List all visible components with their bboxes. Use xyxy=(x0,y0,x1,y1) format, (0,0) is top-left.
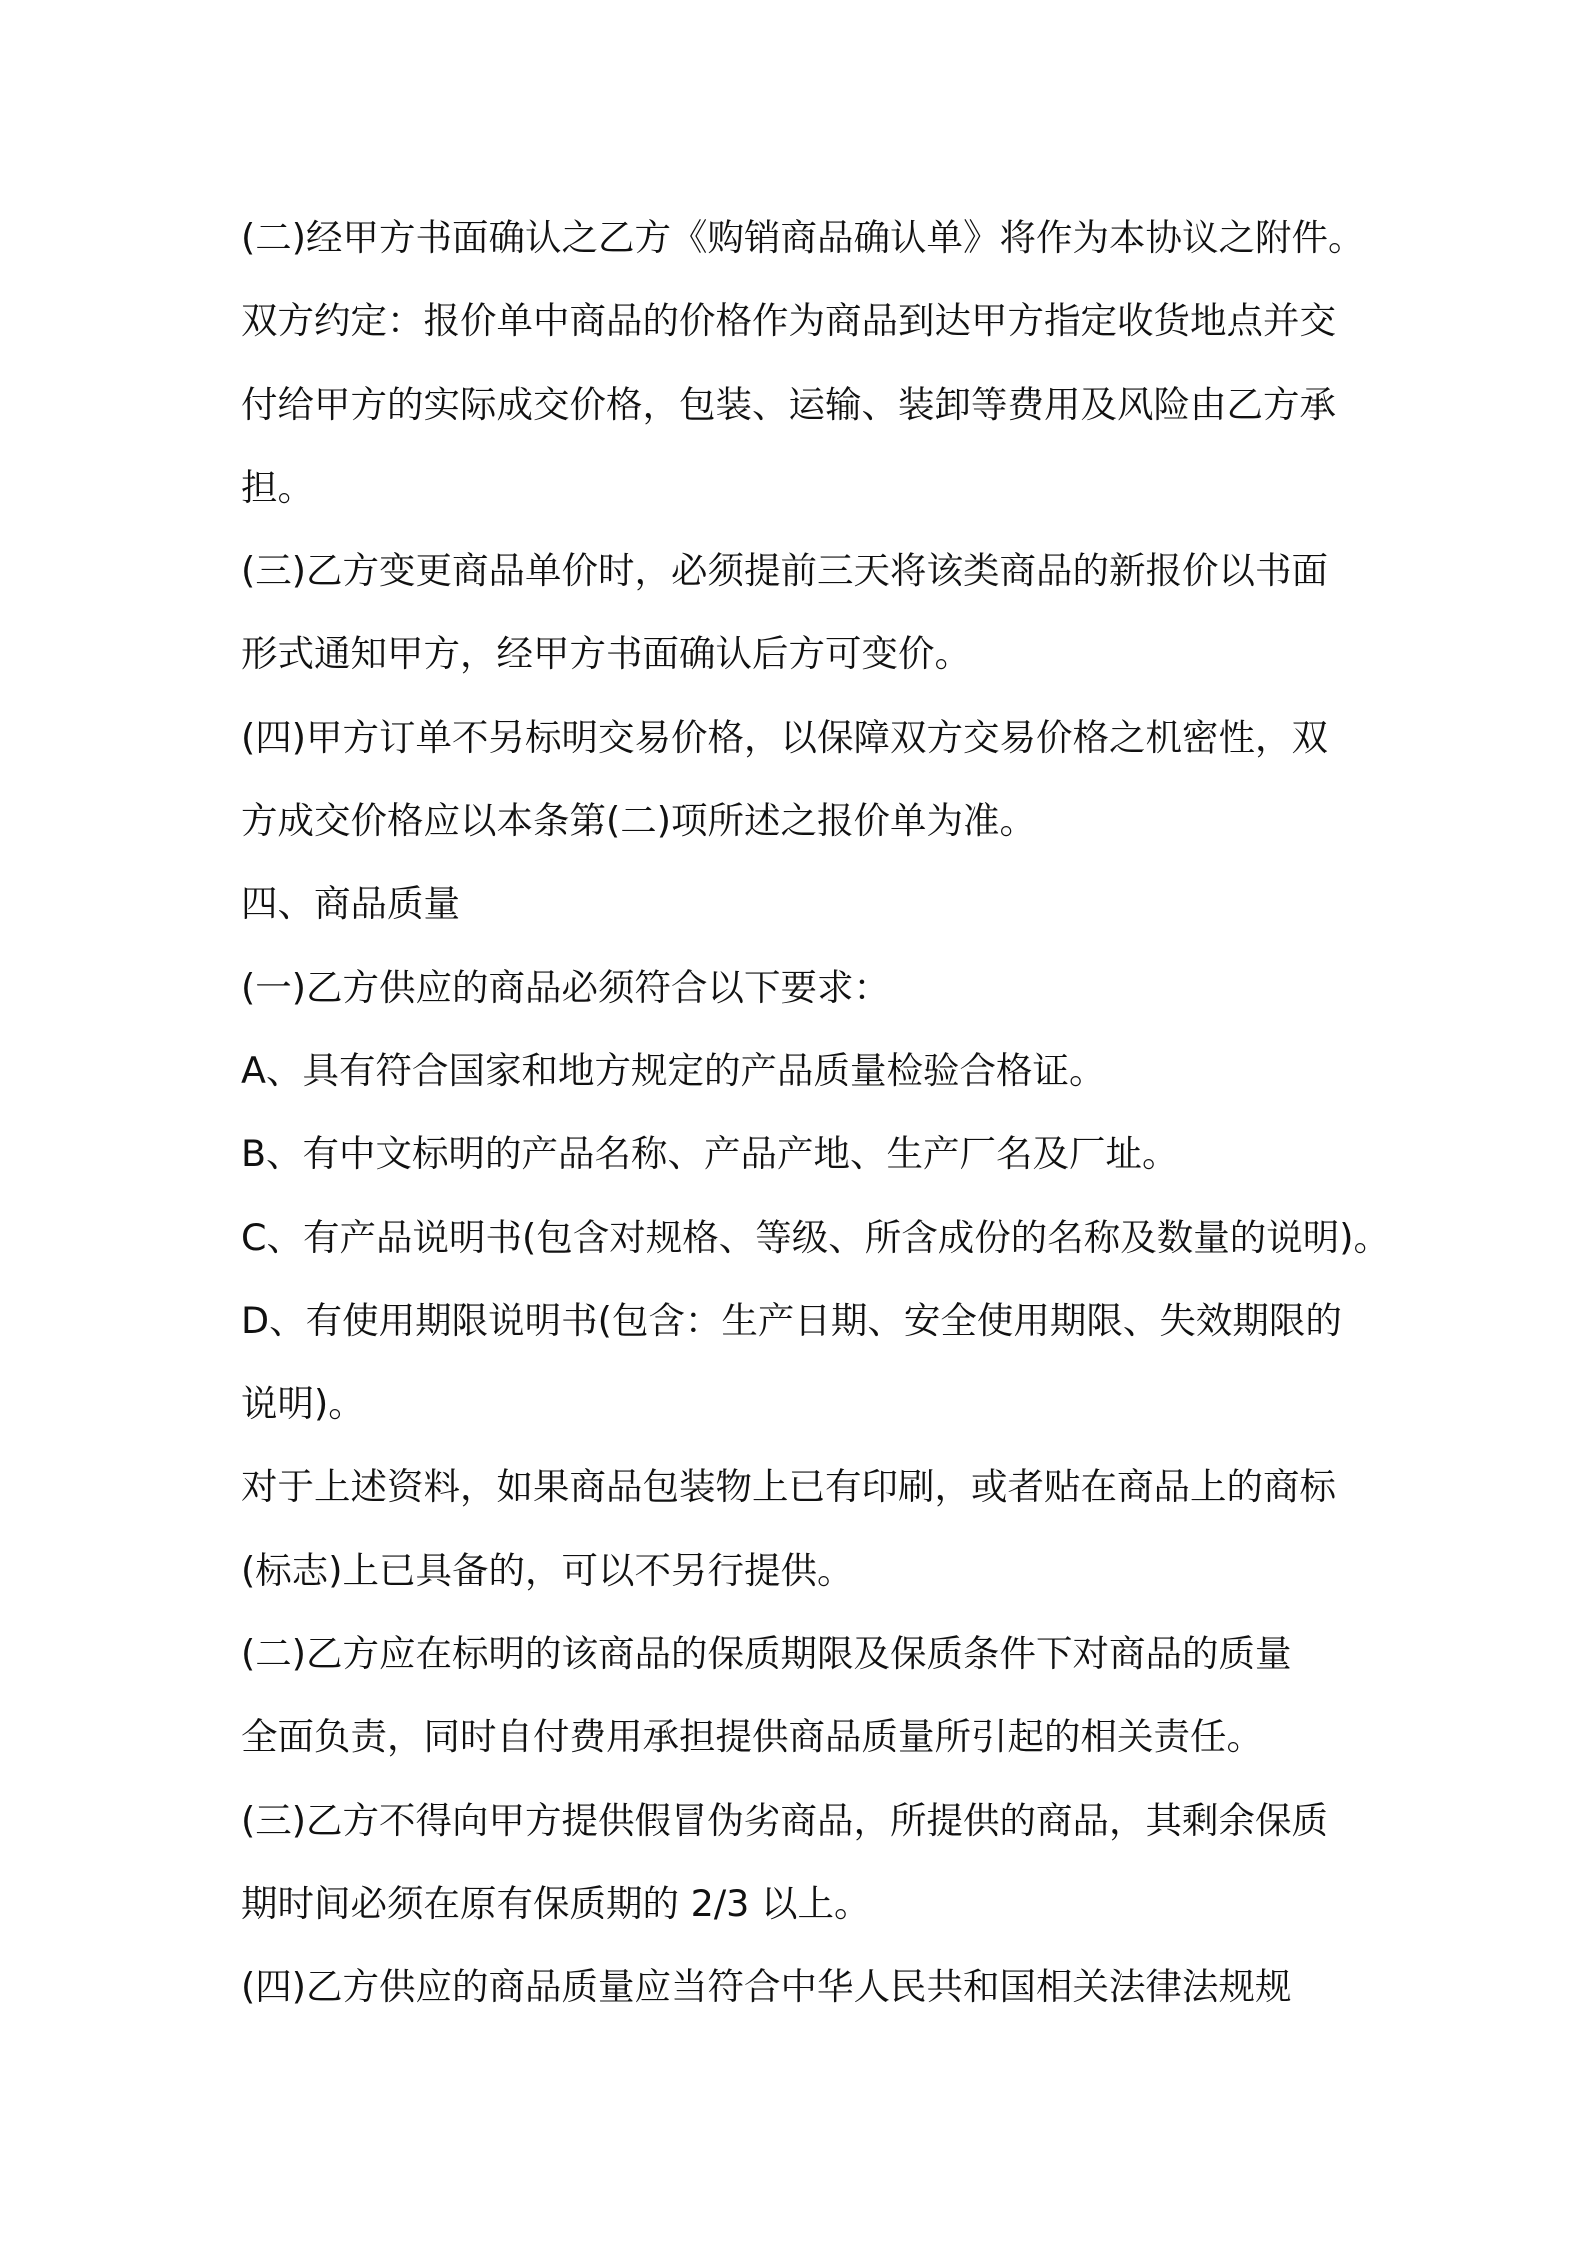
document-body xyxy=(241,196,1390,2029)
text-line: (三)乙方变更商品单价时，必须提前三天将该类商品的新报价以书面 xyxy=(241,549,1328,593)
list-item: A、具有符合国家和地方规定的产品质量检验合格证。 xyxy=(241,1048,1106,1092)
text-line: 形式通知甲方，经甲方书面确认后方可变价。 xyxy=(241,632,971,676)
section-heading: 四、商品质量 xyxy=(241,882,460,926)
text-line: (四)乙方供应的商品质量应当符合中华人民共和国相关法律法规规 xyxy=(241,1965,1292,2009)
text-line: (一)乙方供应的商品必须符合以下要求： xyxy=(241,965,890,1009)
text-line: 全面负责，同时自付费用承担提供商品质量所引起的相关责任。 xyxy=(241,1715,1263,1759)
text-line: 对于上述资料，如果商品包装物上已有印刷，或者贴在商品上的商标 xyxy=(241,1465,1336,1509)
list-item: D、有使用期限说明书(包含：生产日期、安全使用期限、失效期限的 xyxy=(241,1298,1342,1342)
list-item: C、有产品说明书(包含对规格、等级、所含成份的名称及数量的说明)。 xyxy=(241,1215,1390,1259)
text-line: 方成交价格应以本条第(二)项所述之报价单为准。 xyxy=(241,799,1036,843)
text-line: (标志)上已具备的，可以不另行提供。 xyxy=(241,1548,854,1592)
text-line: (三)乙方不得向甲方提供假冒伪劣商品，所提供的商品，其剩余保质 xyxy=(241,1798,1328,1842)
text-line: 付给甲方的实际成交价格，包装、运输、装卸等费用及风险由乙方承 xyxy=(241,382,1336,426)
text-line: 期时间必须在原有保质期的 2/3 以上。 xyxy=(241,1881,871,1925)
text-line: (二)经甲方书面确认之乙方《购销商品确认单》将作为本协议之附件。 xyxy=(241,216,1365,259)
text-line: 担。 xyxy=(241,465,314,509)
text-line: (二)乙方应在标明的该商品的保质期限及保质条件下对商品的质量 xyxy=(241,1632,1292,1676)
text-line: 说明)。 xyxy=(241,1382,365,1426)
list-item: B、有中文标明的产品名称、产品产地、生产厂名及厂址。 xyxy=(241,1132,1179,1176)
text-line: 双方约定：报价单中商品的价格作为商品到达甲方指定收货地点并交 xyxy=(241,299,1336,343)
text-line: (四)甲方订单不另标明交易价格，以保障双方交易价格之机密性，双 xyxy=(241,715,1328,759)
